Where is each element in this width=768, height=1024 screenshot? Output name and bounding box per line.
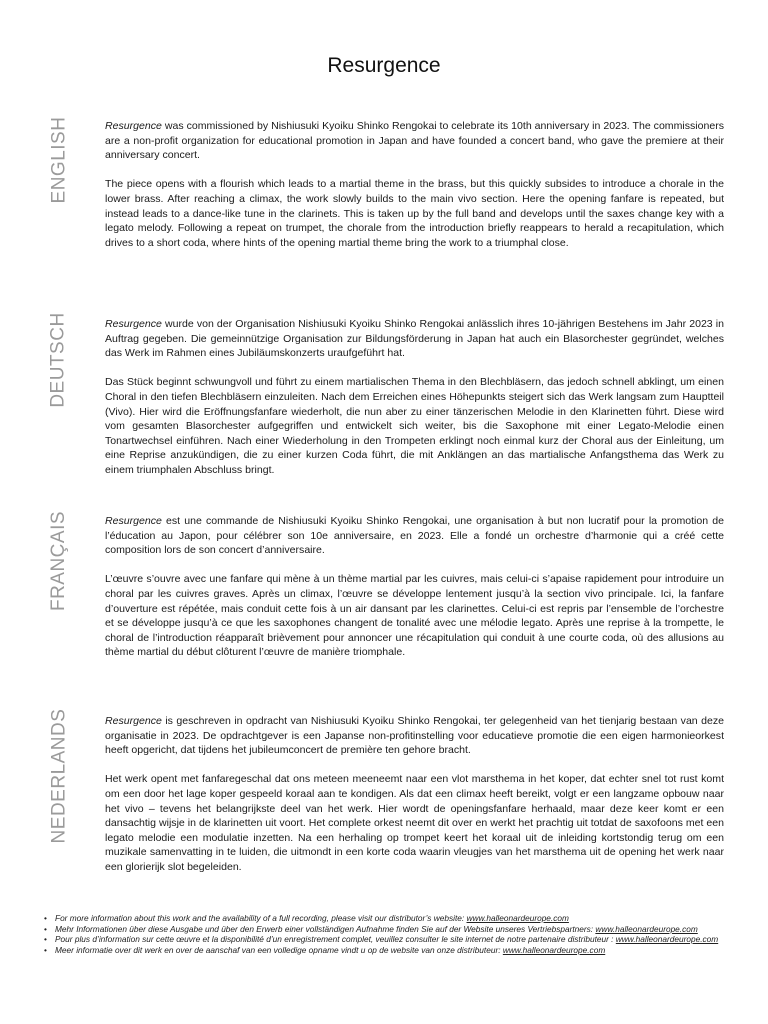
footnotes bbox=[44, 913, 734, 955]
work-title-italic: Resurgence bbox=[105, 515, 162, 527]
language-label-english: ENGLISH bbox=[48, 116, 70, 204]
paragraph-intro: Resurgence is geschreven in opdracht van Nishiusuki Kyoiku Shinko Rengokai, ter gelegenheid van het tienjarig bestaan van deze organisatie in 2023. De opdrachtgever is een Japanse non-profitinstelling voor educatieve promotie die een eigen harmonieorkest heeft opgericht, dat tijdens het jubileumconcert de première ten gehore bracht. bbox=[105, 715, 724, 757]
section-deutsch bbox=[105, 317, 724, 492]
paragraph-intro: Resurgence est une commande de Nishiusuki Kyoiku Shinko Rengokai, une organisation à but non lucratif pour la promotion de l’éducation au Japon, pour célébrer son 10e anniversaire, en 2023. Elle a fondé un orchestre d’harmonie qui a créé cette composition lors de son concert d’anniversaire. bbox=[105, 515, 724, 557]
work-title-italic: Resurgence bbox=[105, 715, 162, 727]
section-english bbox=[105, 119, 724, 265]
page-title: Resurgence bbox=[327, 54, 441, 77]
distributor-link[interactable]: www.halleonardeurope.com bbox=[595, 923, 698, 934]
paragraph-description: The piece opens with a flourish which leads to a martial theme in the brass, but this quickly subsides to introduce a chorale in the lower brass. After reaching a climax, the work slowly builds to the main vivo section. Here the opening fanfare is repeated, but instead leads to a dance-like tune in the clarinets. This is taken up by the full band and develops until the saxes change key with a legato melody. Following a repeat on trumpet, the chorale from the introduction briefly reappears to herald a recapitulation, which drives to a short coda, where hints of the opening martial theme bring the work to a triumphal close. bbox=[105, 178, 724, 249]
footnote-francais: • Pour plus d’information sur cette œuvre et la disponibilité d’un enregistrement complet, veuillez consulter le site internet de notre partenaire distributeur : www.halleonardeurope.com bbox=[44, 934, 734, 945]
language-label-deutsch: DEUTSCH bbox=[48, 312, 69, 408]
section-nederlands bbox=[105, 714, 724, 889]
language-label-francais: FRANÇAIS bbox=[48, 510, 70, 612]
section-francais bbox=[105, 514, 724, 675]
paragraph-intro: Resurgence was commissioned by Nishiusuki Kyoiku Shinko Rengokai to celebrate its 10th anniversary in 2023. The commissioners are a non-profit organization for educational promotion in Japan and have founded a concert band, who gave the premiere at their anniversary concert. bbox=[105, 120, 724, 162]
language-label-nederlands: NEDERLANDS bbox=[48, 708, 69, 844]
paragraph-intro: Resurgence wurde von der Organisation Nishiusuki Kyoiku Shinko Rengokai anlässlich ihres 10-jährigen Bestehens im Jahr 2023 in Auftrag gegeben. Die gemeinnützige Organisation zur Bildungsförderung in Japan hat auch ein Blasorchester gegründet, welches das Werk im Rahmen eines Jubiläumskonzerts uraufgeführt hat. bbox=[105, 318, 724, 360]
footnote-nederlands: • Meer informatie over dit werk en over de aanschaf van een volledige opname vindt u op de website van onze distributeur: www.halleonardeurope.com bbox=[44, 945, 734, 956]
footnote-english: • For more information about this work and the availability of a full recording, please visit our distributor’s website: www.halleonardeurope.com bbox=[44, 913, 734, 924]
distributor-link[interactable]: www.halleonardeurope.com bbox=[615, 934, 719, 945]
paragraph-description: Das Stück beginnt schwungvoll und führt zu einem martialischen Thema in den Blechbläsern, das jedoch schnell abklingt, um einen Choral in den tiefen Blechbläsern einzuleiten. Nach dem Erreichen eines Höhepunkts steigert sich das Werk langsam zum Hauptteil (Vivo). Hier wird die Eröffnungsfanfare wiederholt, die nun aber zu einer tänzerischen Melodie in den Klarinetten führt. Diese wird vom gesamten Blasorchester aufgegriffen und entwickelt sich weiter, bis die Saxophone mit einer Legato-Melodie einen Tonartwechsel einführen. Nach einer Wiederholung in den Trompeten erklingt noch einmal kurz der Choral aus der Einleitung, um eine Reprise anzukündigen, die zu einer kurzen Coda führt, die mit Anklängen an das martialische Anfangsthema das Werk zu einem triumphalen Abschluss bringt. bbox=[105, 376, 724, 476]
paragraph-description: L’œuvre s’ouvre avec une fanfare qui mène à un thème martial par les cuivres, mais celui-ci s’apaise rapidement pour introduire un choral par les cuivres graves. Après un climax, l’œuvre se développe lentement jusqu’à la section vivo principale. Ici, la fanfare d’ouverture est répétée, mais conduit cette fois à un air dansant par les clarinettes. Celui-ci est repris par l’ensemble de l’orchestre et se développe jusqu’à ce que les saxophones changent de tonalité avec une mélodie legato. Après une reprise à la trompette, le choral de l’introduction réapparaît brièvement pour annoncer une récapitulation qui conduit à une courte coda, où des allusions au thème martial du début clôturent l’œuvre de manière triomphale. bbox=[105, 573, 724, 659]
footnote-deutsch: • Mehr Informationen über diese Ausgabe und über den Erwerb einer vollständigen Aufnahme finden Sie auf der Website unseres Vertriebspartners: www.halleonardeurope.com bbox=[44, 924, 734, 935]
paragraph-description: Het werk opent met fanfaregeschal dat ons meteen meeneemt naar een vlot marsthema in het koper, dat echter snel tot rust komt om een door het lage koper gespeeld koraal aan te kondigen. Als dat een climax heeft bereikt, volgt er een langzame opbouw naar het vivo – tevens het belangrijkste deel van het werk. Hier wordt de openingsfanfare herhaald, maar deze keer komt er een dansachtig wijsje in de klarinetten uit voort. Het complete orkest neemt dit over en werkt het prachtig uit totdat de saxofoons met een legato melodie een modulatie inzetten. Na een herhaling op trompet keert het koraal uit de inleiding kortstondig terug om een muzikale samenvatting in te luiden, die uitmondt in een korte coda waarin vleugjes van het marsthema uit de opening het werk naar een glorierijk slot begeleiden. bbox=[105, 773, 724, 873]
distributor-link[interactable]: www.halleonardeurope.com bbox=[502, 944, 606, 955]
distributor-link[interactable]: www.halleonardeurope.com bbox=[466, 913, 569, 923]
work-title-italic: Resurgence bbox=[105, 120, 162, 132]
work-title-italic: Resurgence bbox=[105, 318, 162, 330]
